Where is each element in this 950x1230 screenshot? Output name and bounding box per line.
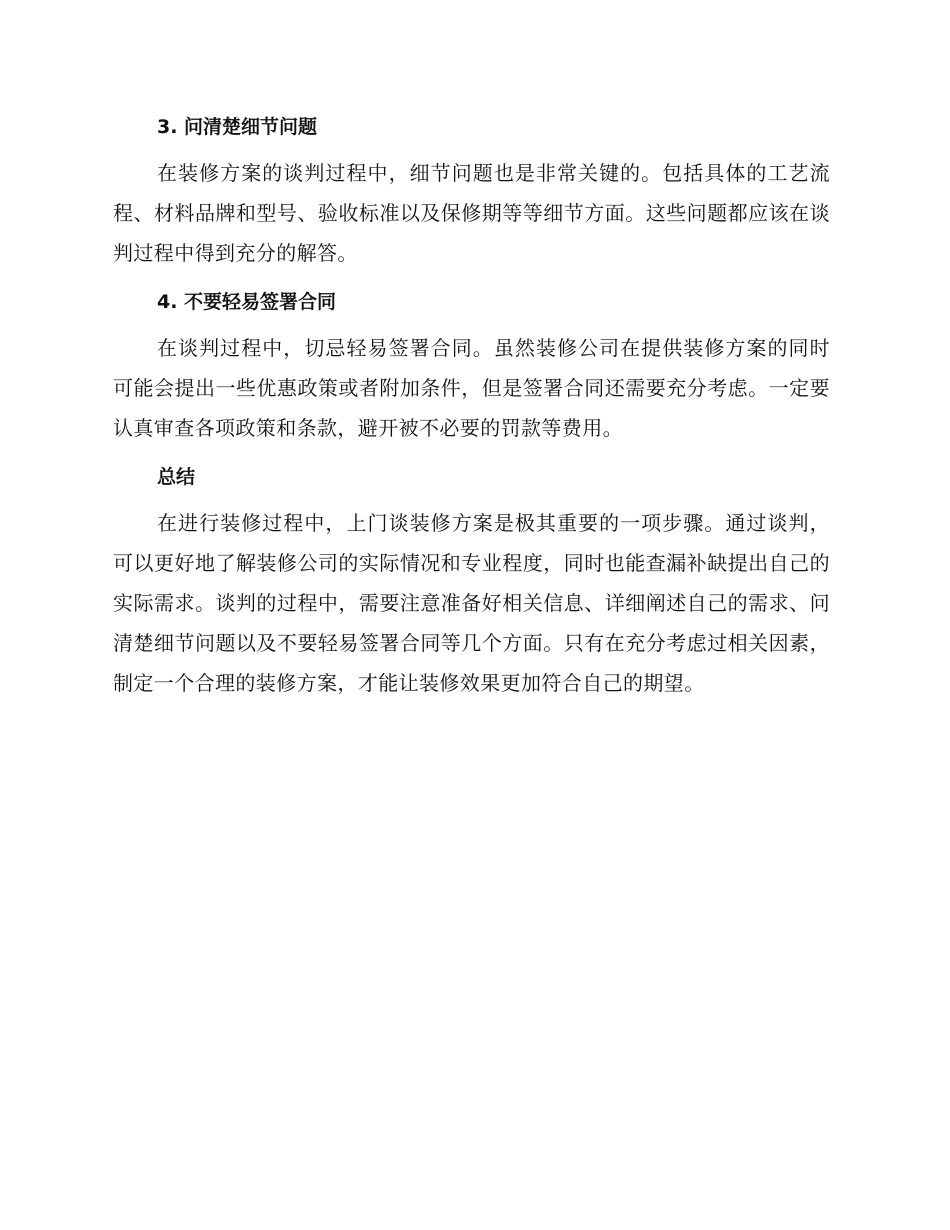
section-heading-contract: 4. 不要轻易签署合同 [157, 291, 337, 313]
section-heading-summary: 总结 [157, 466, 196, 488]
section-paragraph-details: 在装修方案的谈判过程中，细节问题也是非常关键的。包括具体的工艺流程、材料品牌和型号、验收标准以及保修期等等细节方面。这些问题都应该在谈判过程中得到充分的解答。 [113, 161, 830, 265]
document-body [113, 108, 830, 713]
section-paragraph-summary: 在进行装修过程中，上门谈装修方案是极其重要的一项步骤。通过谈判，可以更好地了解装修公司的实际情况和专业程度，同时也能查漏补缺提出自己的实际需求。谈判的过程中，需要注意准备好相关信息、详细阐述自己的需求、问清楚细节问题以及不要轻易签署合同等几个方面。只有在充分考虑过相关因素，制定一个合理的装修方案，才能让装修效果更加符合自己的期望。 [113, 511, 830, 695]
section-heading-details: 3. 问清楚细节问题 [157, 116, 318, 138]
section-paragraph-contract: 在谈判过程中，切忌轻易签署合同。虽然装修公司在提供装修方案的同时可能会提出一些优惠政策或者附加条件，但是签署合同还需要充分考虑。一定要认真审查各项政策和条款，避开被不必要的罚款等费用。 [113, 336, 830, 440]
